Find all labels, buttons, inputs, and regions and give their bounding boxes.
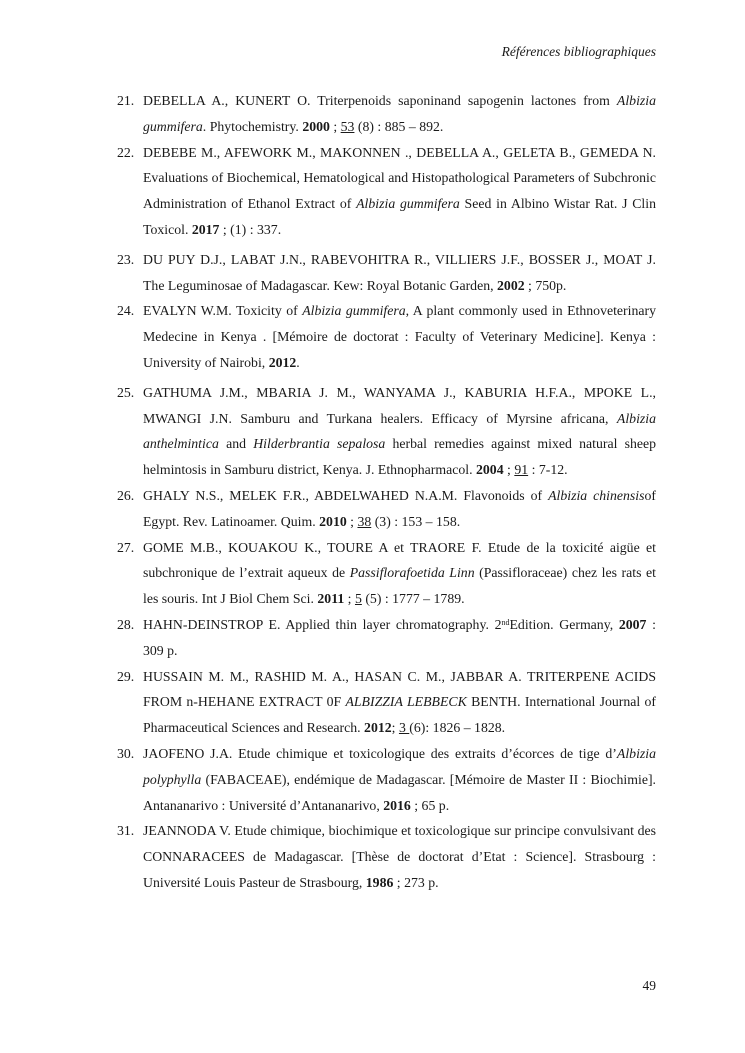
reference-text <box>143 488 656 529</box>
publication-year: 2010 <box>319 513 347 529</box>
reference-text-segment: Edition. Germany, <box>509 616 619 632</box>
species-name: ALBIZZIA LEBBECK <box>345 694 467 710</box>
reference-text-segment: ; <box>344 591 355 607</box>
reference-text <box>143 385 656 477</box>
volume-number: 53 <box>340 118 355 134</box>
reference-text-segment: (Passifloraceae) chez les rats et les souris. Int J Biol Chem Sci. <box>143 565 656 607</box>
species-name: Albizia gummifera <box>302 303 406 319</box>
reference-text-segment: ; <box>503 462 515 478</box>
reference-text-segment: . Phytochemistry. <box>202 118 303 134</box>
species-name: Albizia chinensis <box>548 487 645 503</box>
reference-number: 31. <box>117 823 135 839</box>
reference-text-segment: GHALY N.S., MELEK F.R., ABDELWAHED N.A.M. Flavonoids of <box>143 487 549 503</box>
reference-text-segment: GOME M.B., KOUAKOU K., TOURE A et TRAORE F. Etude de la toxicité aigüe et subchronique de l’extrait aqueux de <box>143 539 656 581</box>
volume-number: 91 <box>514 462 529 478</box>
reference-text-segment: (3) : 153 – 158. <box>371 513 461 529</box>
reference-text-segment: BENTH. International Journal of Pharmaceutical Sciences and Research. <box>143 694 657 736</box>
volume-number: 3 <box>398 720 410 736</box>
reference-text-segment: EVALYN W.M. Toxicity of <box>143 303 303 319</box>
reference-text-segment: GATHUMA J.M., MBARIA J. M., WANYAMA J., KABURIA H.F.A., MPOKE L., MWANGI J.N. Samburu and Turkana healers. Efficacy of Myrsine africana, <box>143 384 656 426</box>
reference-item <box>117 88 656 140</box>
reference-text <box>143 93 656 134</box>
volume-number: 5 <box>354 591 362 607</box>
running-header: Références bibliographiques <box>501 44 656 59</box>
reference-text-segment: JEANNODA V. Etude chimique, biochimique et toxicologique sur principe convulsivant des CONNARACEES de Madagascar. [Thèse de doctorat d’Etat : Science]. Strasbourg : Université Louis Pasteur de Strasbourg, <box>143 823 656 890</box>
reference-number: 22. <box>117 144 135 160</box>
page-number: 49 <box>642 978 656 993</box>
publication-year: 2007 <box>618 616 647 632</box>
reference-text <box>143 669 656 736</box>
reference-number: 25. <box>117 384 135 400</box>
reference-item <box>117 664 656 741</box>
species-name: Hilderbrantia sepalosa <box>253 436 386 452</box>
reference-text <box>143 617 656 658</box>
reference-text-segment: (FABACEAE), endémique de Madagascar. [Mémoire de Master II : Biochimie]. Antananarivo : Université d’Antananarivo, <box>143 771 656 813</box>
reference-text-segment: DEBEBE M., AFEWORK M., MAKONNEN ., DEBELLA A., GELETA B., GEMEDA N. Evaluations of Biochemical, Hematological and Histopathological Parameters of Subchronic Administration of Ethanol Extract of <box>143 144 656 212</box>
reference-item <box>117 612 656 664</box>
publication-year: 2000 <box>302 118 330 134</box>
reference-text-segment: DU PUY D.J., LABAT J.N., RABEVOHITRA R., VILLIERS J.F., BOSSER J., MOAT J. The Leguminosae of Madagascar. Kew: Royal Botanic Garden, <box>143 251 656 293</box>
reference-text <box>143 252 656 293</box>
reference-item <box>117 247 656 299</box>
reference-text-segment: and <box>218 436 254 452</box>
reference-text-segment: : 7-12. <box>528 462 568 478</box>
reference-text-segment: ; <box>346 513 358 529</box>
reference-number: 30. <box>117 745 135 761</box>
reference-item <box>117 380 656 483</box>
species-name: Passiflorafoetida Linn <box>349 565 475 581</box>
species-name: Albizia anthelmintica <box>143 410 656 452</box>
reference-item <box>117 818 656 895</box>
reference-text-segment: ; 273 p. <box>393 874 439 890</box>
species-name: Albizia polyphylla <box>143 745 656 787</box>
reference-text-segment: ; (1) : 337. <box>219 221 282 237</box>
reference-text-segment: HAHN-DEINSTROP E. Applied thin layer chromatography. 2 <box>143 616 502 632</box>
reference-number: 27. <box>117 539 135 555</box>
reference-item <box>117 741 656 818</box>
reference-number: 29. <box>117 668 135 684</box>
reference-item <box>117 535 656 612</box>
reference-text-segment: JAOFENO J.A. Etude chimique et toxicologique des extraits d’écorces de tige d’ <box>143 745 617 761</box>
reference-item <box>117 140 656 243</box>
reference-list <box>117 88 656 896</box>
publication-year: 2011 <box>317 591 345 607</box>
reference-text-segment: DEBELLA A., KUNERT O. Triterpenoids saponinand sapogenin lactones from <box>143 93 617 108</box>
reference-text-segment: Seed in Albino Wistar Rat. J Clin Toxicol. <box>143 196 656 237</box>
reference-text-segment: . <box>296 354 300 370</box>
reference-text-segment: herbal remedies against mixed natural sheep helmintosis in Samburu district, Kenya. J. Ethnopharmacol. <box>143 436 657 478</box>
reference-text-segment: ; <box>329 118 341 134</box>
publication-year: 2004 <box>476 462 504 478</box>
reference-text-segment: ; <box>391 720 399 736</box>
reference-item <box>117 483 656 535</box>
reference-text-segment: of Egypt. Rev. Latinoamer. Quim. <box>143 487 656 529</box>
reference-text <box>143 823 656 890</box>
publication-year: 2012 <box>268 354 297 370</box>
reference-text-segment: ; 750p. <box>524 277 567 293</box>
reference-text <box>143 746 656 813</box>
volume-number: 38 <box>357 513 372 529</box>
publication-year: 2017 <box>191 221 220 237</box>
reference-number: 28. <box>117 616 135 632</box>
reference-number: 23. <box>117 251 135 267</box>
reference-text <box>143 145 656 237</box>
publication-year: 2012 <box>364 720 392 736</box>
publication-year: 1986 <box>365 874 394 890</box>
reference-text-segment: ; 65 p. <box>410 797 450 813</box>
publication-year: 2002 <box>497 277 525 293</box>
reference-text-segment: : 309 p. <box>143 616 656 658</box>
reference-text-segment: , A plant commonly used in Ethnoveterinary Medecine in Kenya . [Mémoire de doctorat : Faculty of Veterinary Medicine]. Kenya : University of Nairobi, <box>143 303 657 370</box>
reference-number: 24. <box>117 303 135 319</box>
publication-year: 2016 <box>383 797 411 813</box>
reference-text <box>143 303 656 370</box>
reference-number: 21. <box>117 93 135 108</box>
species-name: Albizia gummifera <box>356 196 460 212</box>
reference-number: 26. <box>117 487 135 503</box>
reference-text <box>143 540 656 607</box>
reference-text-segment: (8) : 885 – 892. <box>354 118 444 134</box>
reference-text-segment: nd <box>501 617 510 627</box>
reference-item <box>117 298 656 375</box>
species-name: Albizia gummifera <box>143 93 656 134</box>
reference-text-segment: HUSSAIN M. M., RASHID M. A., HASAN C. M., JABBAR A. TRITERPENE ACIDS FROM n-HEHANE EXTRACT 0F <box>143 668 656 710</box>
reference-text-segment: (6): 1826 – 1828. <box>409 720 506 736</box>
reference-text-segment: (5) : 1777 – 1789. <box>361 591 465 607</box>
